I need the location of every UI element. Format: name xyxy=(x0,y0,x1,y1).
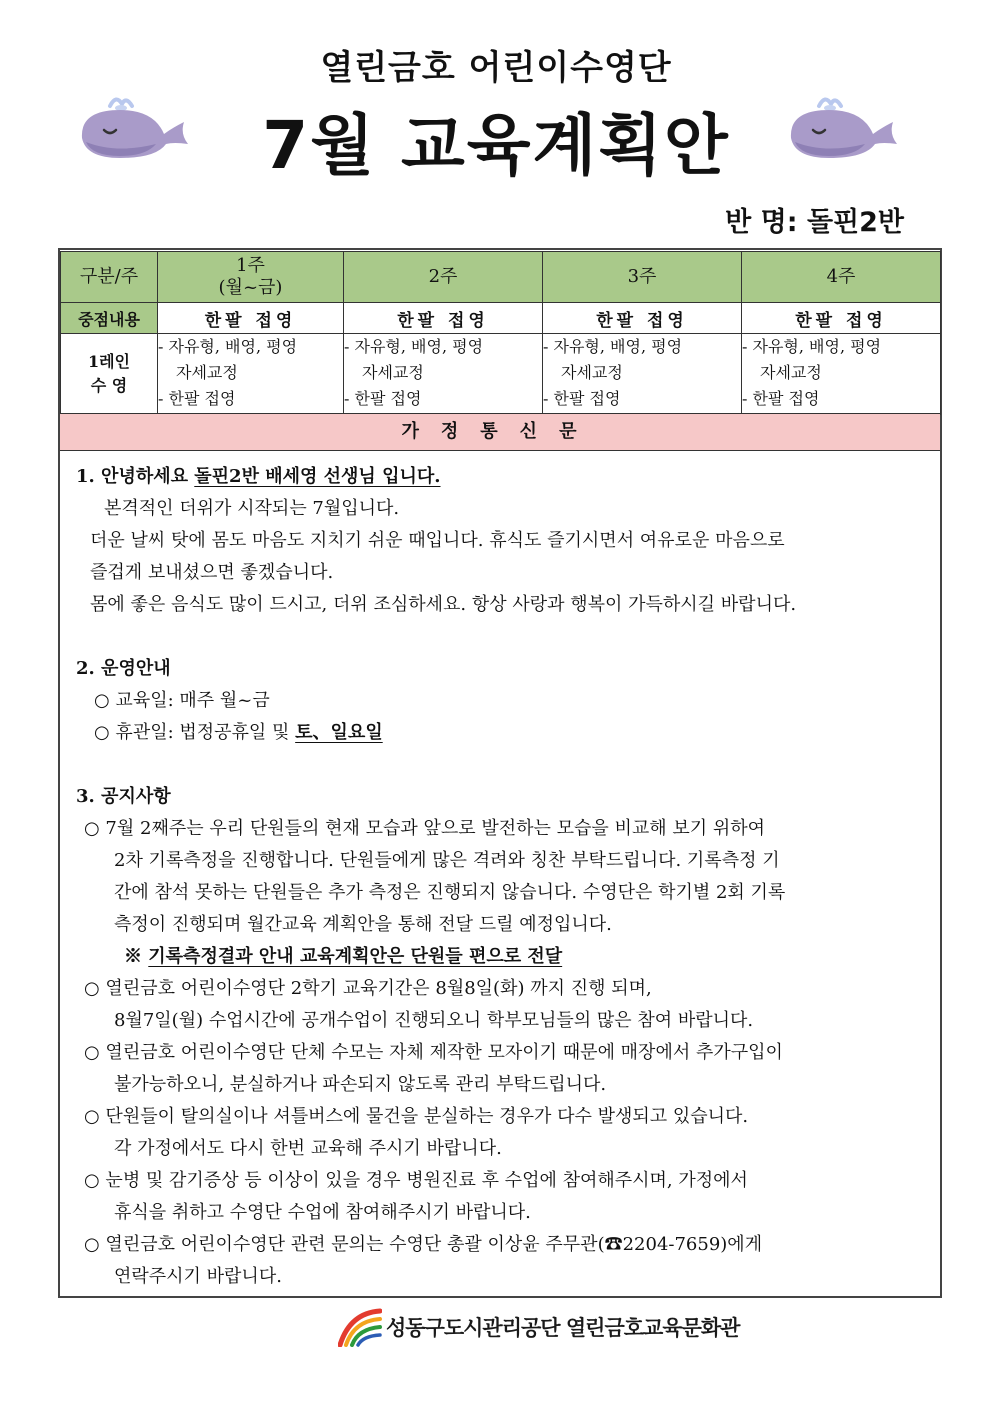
detail-line: 자세교정 xyxy=(362,363,424,382)
document-subtitle: 열린금호 어린이수영단 xyxy=(320,48,672,88)
corner-header: 구분/주 xyxy=(61,252,158,303)
detail-line: - 한팔 접영 xyxy=(158,389,236,408)
week-label: 3주 xyxy=(627,266,657,287)
focus-cell: 한팔 접영 xyxy=(742,303,941,334)
detail-line: - 자유형, 배영, 평영 xyxy=(158,337,298,356)
lane-detail-cell xyxy=(742,334,941,415)
list-item-continuation: 간에 참석 못하는 단원들은 추가 측정은 진행되지 않습니다. 수영단은 학기별 2회 기록 xyxy=(114,882,786,903)
table-header-row xyxy=(61,252,941,303)
section-3-heading: 3. 공지사항 xyxy=(76,786,171,807)
note-mark: ※ xyxy=(124,946,149,967)
list-item: ○ 열린금호 어린이수영단 2학기 교육기간은 8월8일(화) 까지 진행 되며, xyxy=(84,978,652,999)
list-item: ○ 열린금호 어린이수영단 관련 문의는 수영단 총괄 이상윤 주무관(☎2204-7659)에게 xyxy=(84,1234,763,1255)
note-text: 기록측정결과 안내 교육계획안은 단원들 편으로 전달 xyxy=(148,946,563,967)
paragraph-line: 더운 날씨 탓에 몸도 마음도 지치기 쉬운 때입니다. 휴식도 즐기시면서 여유로운 마음으로 xyxy=(90,530,785,551)
list-item-continuation: 휴식을 취하고 수영단 수업에 참여해주시기 바랍니다. xyxy=(114,1202,531,1223)
list-item: ○ 7월 2째주는 우리 단원들의 현재 모습과 앞으로 발전하는 모습을 비교해 보기 위하여 xyxy=(84,818,766,839)
focus-cell: 한팔 접영 xyxy=(158,303,344,334)
week-label: 1주 xyxy=(236,255,265,276)
focus-row xyxy=(61,303,941,334)
focus-cell: 한팔 접영 xyxy=(344,303,543,334)
lane-row-header xyxy=(61,334,158,415)
list-item-continuation: 불가능하오니, 분실하거나 파손되지 않도록 관리 부탁드립니다. xyxy=(114,1074,607,1095)
list-item-continuation: 측정이 진행되며 월간교육 계획안을 통해 전달 드릴 예정입니다. xyxy=(114,914,612,935)
footer-logo xyxy=(338,1305,739,1349)
class-name: 돌핀2반 xyxy=(806,207,904,238)
detail-line: - 자유형, 배영, 평영 xyxy=(543,337,683,356)
class-label: 반 명: xyxy=(725,207,798,238)
paragraph-line: 본격적인 더위가 시작되는 7월입니다. xyxy=(104,498,400,519)
detail-line: 자세교정 xyxy=(176,363,238,382)
detail-line: - 한팔 접영 xyxy=(543,389,621,408)
list-item xyxy=(94,718,383,744)
week-header xyxy=(543,252,742,303)
week-header xyxy=(344,252,543,303)
detail-line: 자세교정 xyxy=(561,363,623,382)
schedule-table xyxy=(60,251,941,415)
section-1-heading xyxy=(76,462,441,488)
paragraph-line: 몸에 좋은 음식도 많이 드시고, 더위 조심하세요. 항상 사랑과 행복이 가득하시길 바랍니다. xyxy=(90,594,797,615)
list-item: ○ 교육일: 매주 월~금 xyxy=(94,690,270,711)
week-header xyxy=(158,252,344,303)
rainbow-logo-icon xyxy=(338,1307,382,1347)
closed-days-weekend: 토、일요일 xyxy=(295,722,383,743)
detail-line: - 한팔 접영 xyxy=(742,389,820,408)
notice-note xyxy=(124,942,562,968)
list-item-continuation: 2차 기록측정을 진행합니다. 단원들에게 많은 격려와 칭찬 부탁드립니다. 기록측정 기 xyxy=(114,850,780,871)
week-label: 4주 xyxy=(826,266,856,287)
week-sublabel: (월~금) xyxy=(218,277,283,298)
detail-line: - 자유형, 배영, 평영 xyxy=(344,337,484,356)
list-item-continuation: 8월7일(월) 수업시간에 공개수업이 진행되오니 학부모님들의 많은 참여 바랍니다. xyxy=(114,1010,754,1031)
list-item: ○ 눈병 및 감기증상 등 이상이 있을 경우 병원진료 후 수업에 참여해주시며, 가정에서 xyxy=(84,1170,748,1191)
whale-icon xyxy=(76,92,196,164)
list-item-continuation: 연락주시기 바랍니다. xyxy=(114,1266,282,1287)
week-label: 2주 xyxy=(428,266,458,287)
closed-days-prefix: ○ 휴관일: 법정공휴일 및 xyxy=(94,722,296,743)
list-item: ○ 열린금호 어린이수영단 단체 수모는 자체 제작한 모자이기 때문에 매장에서 추가구입이 xyxy=(84,1042,783,1063)
list-item: ○ 단원들이 탈의실이나 셔틀버스에 물건을 분실하는 경우가 다수 발생되고 있습니다. xyxy=(84,1106,749,1127)
focus-row-header: 중점내용 xyxy=(61,303,158,334)
class-name-line xyxy=(725,200,904,239)
lane-sublabel: 수 영 xyxy=(90,376,128,395)
detail-line: 자세교정 xyxy=(760,363,822,382)
lane-detail-cell xyxy=(158,334,344,415)
detail-line: - 자유형, 배영, 평영 xyxy=(742,337,882,356)
detail-line: - 한팔 접영 xyxy=(344,389,422,408)
greeting-prefix: 1. 안녕하세요 xyxy=(76,466,195,487)
lane-detail-cell xyxy=(344,334,543,415)
week-header xyxy=(742,252,941,303)
lane-row xyxy=(61,334,941,415)
list-item-continuation: 각 가정에서도 다시 한번 교육해 주시기 바랍니다. xyxy=(114,1138,502,1159)
section-2-heading: 2. 운영안내 xyxy=(76,658,171,679)
document-title: 7월 교육계획안 xyxy=(262,107,730,184)
lane-detail-cell xyxy=(543,334,742,415)
notice-heading: 가정통신문 xyxy=(60,413,940,451)
lane-label: 1레인 xyxy=(87,352,131,371)
whale-icon xyxy=(785,92,905,164)
paragraph-line: 즐겁게 보내셨으면 좋겠습니다. xyxy=(90,562,334,583)
footer-org-name: 성동구도시관리공단 열린금호교육문화관 xyxy=(386,1316,740,1340)
teacher-intro: 돌핀2반 배세영 선생님 입니다. xyxy=(194,466,441,487)
focus-cell: 한팔 접영 xyxy=(543,303,742,334)
